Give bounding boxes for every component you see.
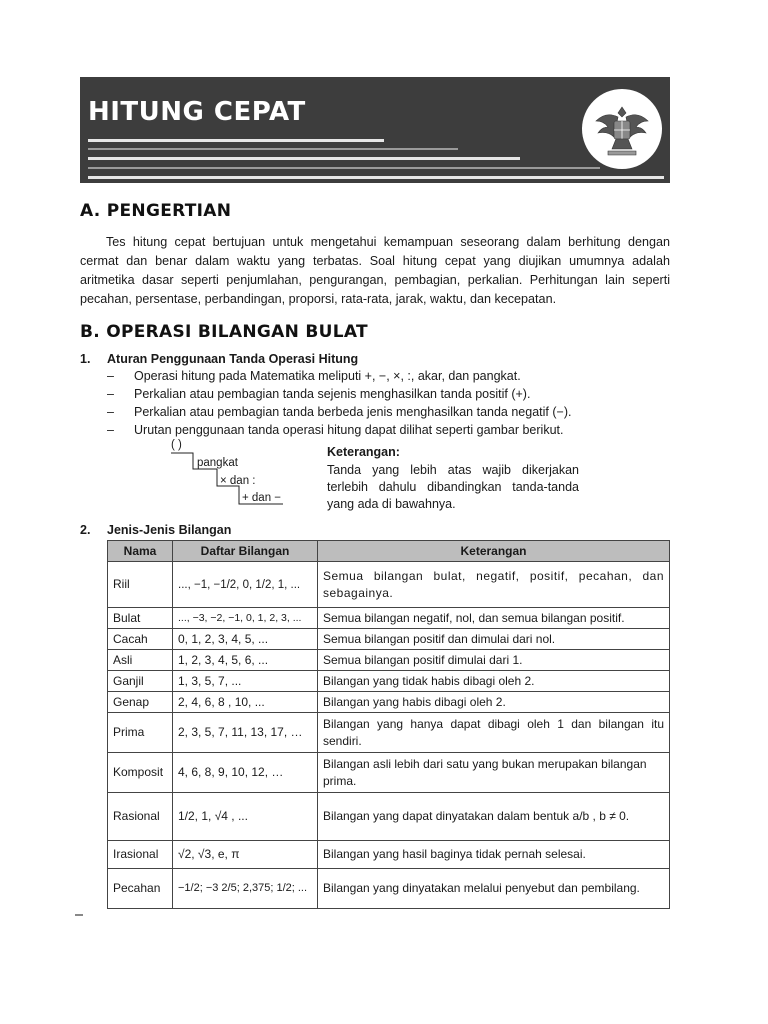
cell-keterangan: Bilangan yang dinyatakan melalui penyebut dan pembilang. [318,869,670,909]
cell-daftar: −1/2; −3 2/5; 2,375; 1/2; ... [173,869,318,909]
section-b-heading: B. OPERASI BILANGAN BULAT [80,322,368,342]
bullet-dash: – [107,387,114,401]
bullet-dash: – [107,423,114,437]
table-row [108,713,670,753]
cell-daftar: 2, 4, 6, 8 , 10, ... [173,692,318,713]
cell-nama: Irasional [108,841,173,869]
cell-keterangan: Semua bilangan positif dimulai dari 1. [318,650,670,671]
cell-daftar: 0, 1, 2, 3, 4, 5, ... [173,629,318,650]
list-item [80,369,670,387]
cell-nama: Riil [108,562,173,608]
table-row [108,650,670,671]
diagram-step: pangkat [197,457,238,469]
cell-nama: Ganjil [108,671,173,692]
list-item-text: Operasi hitung pada Matematika meliputi +, −, ×, :, akar, dan pangkat. [134,369,521,383]
table-row [108,562,670,608]
column-header: Keterangan [318,541,670,562]
item-number: 1. [80,352,91,366]
list-item [80,423,670,441]
cell-keterangan: Bilangan yang habis dibagi oleh 2. [318,692,670,713]
cell-keterangan: Semua bilangan negatif, nol, dan semua bilangan positif. [318,608,670,629]
garuda-emblem-icon [582,89,662,169]
list-item [80,387,670,405]
cell-daftar-text: ..., −1, −1/2, 0, 1/2, 1, ... [178,578,301,591]
table-row [108,841,670,869]
section-a-heading: A. PENGERTIAN [80,201,232,221]
column-header: Nama [108,541,173,562]
note-text: Tanda yang lebih atas wajib dikerjakan terlebih dahulu dibandingkan tanda-tanda yang ada di bawahnya. [327,463,579,511]
diagram-step: + dan − [242,492,282,504]
table-row [108,753,670,793]
paragraph-text: Tes hitung cepat bertujuan untuk mengetahui kemampuan seseorang dalam berhitung dengan cermat dan benar dalam waktu yang terbatas. Soal hitung cepat yang diujikan umumnya adalah aritmetika dasar seperti penjumlahan, pengurangan, pembagian, perkalian. Perhitungan lain seperti pecahan, persentase, perbandingan, proporsi, rata-rata, jarak, waktu, dan kecepatan. [80,235,670,306]
number-types-table [107,540,670,909]
table-row [108,629,670,650]
rule-list [80,369,670,441]
table-row [108,793,670,841]
cell-nama: Prima [108,713,173,753]
table-row [108,869,670,909]
cell-nama: Rasional [108,793,173,841]
item-title: Aturan Penggunaan Tanda Operasi Hitung [107,352,359,366]
list-item-text: Perkalian atau pembagian tanda sejenis menghasilkan tanda positif (+). [134,387,531,401]
cell-keterangan: Bilangan asli lebih dari satu yang bukan merupakan bilangan prima. [318,753,670,793]
item-title: Jenis-Jenis Bilangan [107,523,232,537]
diagram-step: × dan : [220,475,256,487]
cell-nama: Bulat [108,608,173,629]
list-item-text: Urutan penggunaan tanda operasi hitung dapat dilihat seperti gambar berikut. [134,423,564,437]
list-item [80,405,670,423]
banner-rule [88,148,458,150]
cell-keterangan: Bilangan yang dapat dinyatakan dalam bentuk a/b , b ≠ 0. [318,793,670,841]
cell-daftar: 4, 6, 8, 9, 10, 12, … [173,753,318,793]
chapter-title: HITUNG CEPAT [88,97,306,127]
cell-nama: Asli [108,650,173,671]
bullet-dash: – [107,369,114,383]
table-header-row [108,541,670,562]
section-a-paragraph [80,233,670,309]
cell-keterangan: Semua bilangan positif dan dimulai dari nol. [318,629,670,650]
banner-rule [88,167,600,169]
item-number: 2. [80,523,91,537]
cell-daftar: 1, 3, 5, 7, ... [173,671,318,692]
diagram-step: ( ) [171,439,182,451]
cell-keterangan: Bilangan yang tidak habis dibagi oleh 2. [318,671,670,692]
chapter-banner [80,77,670,183]
cell-daftar: 1, 2, 3, 4, 5, 6, ... [173,650,318,671]
table-row [108,671,670,692]
list-item-text: Perkalian atau pembagian tanda berbeda jenis menghasilkan tanda negatif (−). [134,405,572,419]
cell-nama: Cacah [108,629,173,650]
cell-keterangan: Semua bilangan bulat, negatif, positif, pecahan, dan sebagainya. [318,562,670,608]
cell-nama: Komposit [108,753,173,793]
banner-rule [88,157,520,160]
table-row [108,608,670,629]
bullet-dash: – [107,405,114,419]
cell-daftar [173,562,318,608]
cell-nama: Genap [108,692,173,713]
banner-rule [88,139,384,142]
page-mark [75,914,83,916]
table-row [108,692,670,713]
cell-daftar: 2, 3, 5, 7, 11, 13, 17, … [173,713,318,753]
column-header: Daftar Bilangan [173,541,318,562]
cell-daftar: 1/2, 1, √4 , ... [173,793,318,841]
operation-order-diagram [165,440,305,512]
cell-keterangan: Bilangan yang hanya dapat dibagi oleh 1 dan bilangan itu sendiri. [318,713,670,753]
banner-rule [88,176,664,179]
cell-daftar: ..., −3, −2, −1, 0, 1, 2, 3, ... [173,608,318,629]
cell-nama: Pecahan [108,869,173,909]
cell-keterangan: Bilangan yang hasil baginya tidak pernah selesai. [318,841,670,869]
note-title: Keterangan: [327,445,400,459]
cell-daftar: √2, √3, e, π [173,841,318,869]
